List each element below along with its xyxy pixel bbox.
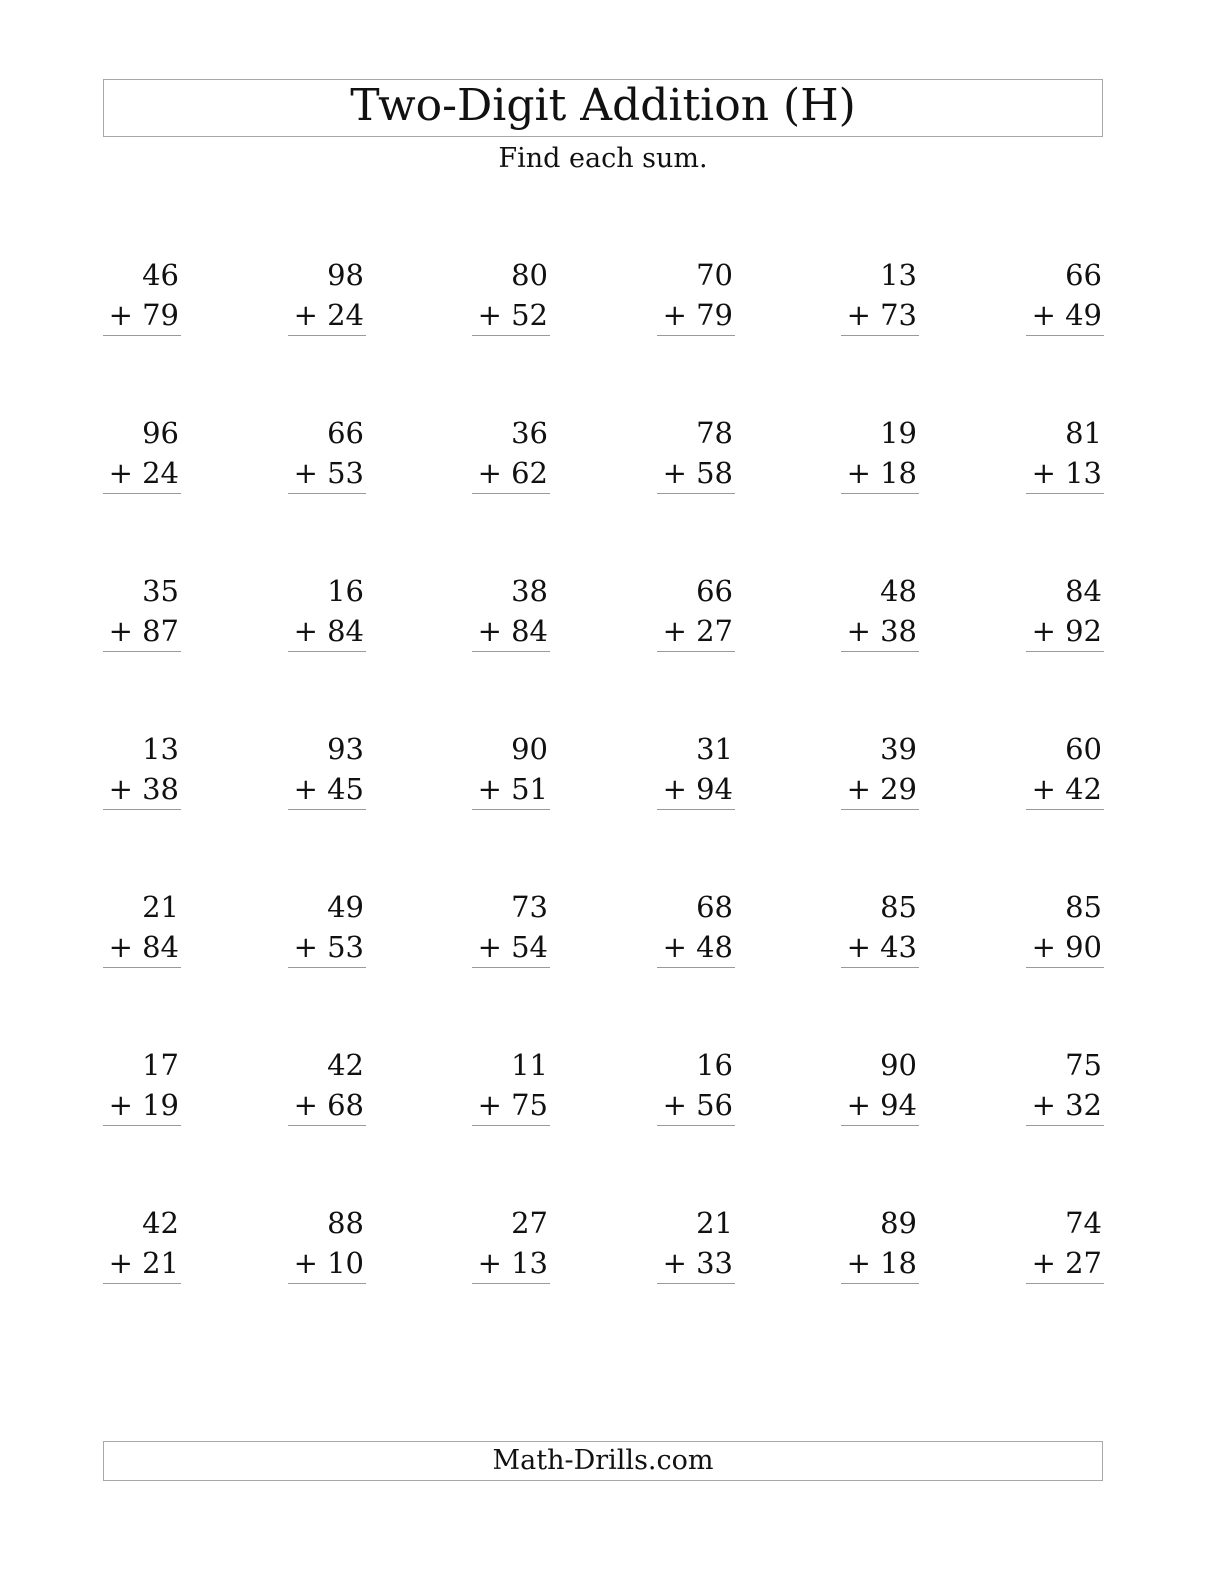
addend-bottom-value: 18 (880, 1246, 917, 1280)
addend-top: 42 (142, 1206, 179, 1240)
plus-operator: + (1031, 1088, 1056, 1122)
addend-bottom-value: 42 (1065, 772, 1102, 806)
addend-bottom (109, 455, 179, 491)
plus-operator: + (293, 772, 318, 806)
answer-line (103, 335, 181, 336)
plus-operator: + (1031, 456, 1056, 490)
addend-top: 36 (511, 416, 548, 450)
addend-top: 38 (511, 574, 548, 608)
addend-bottom-value: 79 (142, 298, 179, 332)
addend-bottom-value: 84 (511, 614, 548, 648)
answer-line (288, 493, 366, 494)
addend-bottom (294, 297, 364, 333)
answer-line (1026, 335, 1104, 336)
answer-line (1026, 967, 1104, 968)
addend-bottom-value: 24 (327, 298, 364, 332)
addend-bottom (847, 771, 917, 807)
addend-bottom (478, 1245, 548, 1281)
addend-top: 49 (327, 890, 364, 924)
addend-top: 73 (511, 890, 548, 924)
addend-bottom-value: 38 (142, 772, 179, 806)
addition-problem (657, 1205, 735, 1295)
addend-bottom (478, 1087, 548, 1123)
addend-bottom-value: 29 (880, 772, 917, 806)
addition-problem (288, 257, 366, 347)
plus-operator: + (1031, 772, 1056, 806)
addend-bottom-value: 27 (1065, 1246, 1102, 1280)
addend-bottom (847, 613, 917, 649)
answer-line (657, 1125, 735, 1126)
addend-bottom-value: 75 (511, 1088, 548, 1122)
addend-bottom-value: 49 (1065, 298, 1102, 332)
plus-operator: + (1031, 1246, 1056, 1280)
addend-bottom-value: 13 (1065, 456, 1102, 490)
addend-bottom (663, 1087, 733, 1123)
addition-problem (472, 889, 550, 979)
answer-line (841, 335, 919, 336)
answer-line (288, 1283, 366, 1284)
addition-problem (472, 1047, 550, 1137)
answer-line (288, 651, 366, 652)
answer-line (1026, 1283, 1104, 1284)
addend-bottom (663, 613, 733, 649)
plus-operator: + (477, 298, 502, 332)
addend-bottom (1032, 1087, 1102, 1123)
addition-problem (472, 573, 550, 663)
addend-top: 98 (327, 258, 364, 292)
addend-top: 48 (880, 574, 917, 608)
plus-operator: + (662, 930, 687, 964)
answer-line (657, 809, 735, 810)
addition-problem (472, 257, 550, 347)
addend-top: 13 (142, 732, 179, 766)
addend-bottom (663, 929, 733, 965)
answer-line (841, 651, 919, 652)
addition-problem (103, 731, 181, 821)
addend-bottom-value: 27 (696, 614, 733, 648)
addend-bottom-value: 33 (696, 1246, 733, 1280)
addend-top: 89 (880, 1206, 917, 1240)
addend-bottom-value: 13 (511, 1246, 548, 1280)
addend-bottom (847, 297, 917, 333)
plus-operator: + (477, 1246, 502, 1280)
addend-bottom-value: 90 (1065, 930, 1102, 964)
addition-problem (657, 731, 735, 821)
answer-line (657, 651, 735, 652)
addend-bottom (109, 613, 179, 649)
addend-top: 70 (696, 258, 733, 292)
addend-top: 66 (1065, 258, 1102, 292)
answer-line (1026, 1125, 1104, 1126)
addend-bottom (847, 1245, 917, 1281)
footer-box (103, 1441, 1103, 1481)
addend-bottom (109, 1245, 179, 1281)
addend-bottom (1032, 929, 1102, 965)
addition-problem (841, 415, 919, 505)
addend-bottom-value: 43 (880, 930, 917, 964)
addend-bottom-value: 10 (327, 1246, 364, 1280)
answer-line (103, 967, 181, 968)
addend-bottom (478, 297, 548, 333)
addend-top: 19 (880, 416, 917, 450)
answer-line (472, 967, 550, 968)
addition-problem (657, 415, 735, 505)
addend-top: 75 (1065, 1048, 1102, 1082)
answer-line (841, 967, 919, 968)
plus-operator: + (662, 1246, 687, 1280)
answer-line (103, 809, 181, 810)
plus-operator: + (1031, 298, 1056, 332)
plus-operator: + (108, 1246, 133, 1280)
addend-bottom (663, 297, 733, 333)
plus-operator: + (662, 772, 687, 806)
answer-line (841, 809, 919, 810)
addition-problem (472, 1205, 550, 1295)
plus-operator: + (846, 614, 871, 648)
plus-operator: + (846, 772, 871, 806)
addend-bottom (663, 1245, 733, 1281)
addition-problem (1026, 573, 1104, 663)
plus-operator: + (846, 930, 871, 964)
addition-problem (1026, 1205, 1104, 1295)
addend-bottom (109, 771, 179, 807)
addition-problem (1026, 1047, 1104, 1137)
addend-bottom-value: 53 (327, 930, 364, 964)
addend-bottom-value: 52 (511, 298, 548, 332)
addend-bottom-value: 84 (142, 930, 179, 964)
page-title: Two-Digit Addition (H) (350, 80, 856, 131)
addition-problem (841, 889, 919, 979)
addition-problem (472, 415, 550, 505)
plus-operator: + (662, 614, 687, 648)
addition-problem (1026, 415, 1104, 505)
instructions: Find each sum. (498, 143, 708, 174)
plus-operator: + (108, 930, 133, 964)
addend-bottom (1032, 297, 1102, 333)
addend-top: 80 (511, 258, 548, 292)
plus-operator: + (477, 930, 502, 964)
addend-bottom (478, 455, 548, 491)
plus-operator: + (662, 298, 687, 332)
addition-problem (288, 889, 366, 979)
addition-problem (103, 889, 181, 979)
addend-bottom-value: 92 (1065, 614, 1102, 648)
addition-problem (288, 731, 366, 821)
addition-problem (657, 889, 735, 979)
addend-bottom (294, 1087, 364, 1123)
addend-bottom-value: 45 (327, 772, 364, 806)
answer-line (288, 1125, 366, 1126)
addition-problem (657, 257, 735, 347)
addition-problem (288, 573, 366, 663)
addend-top: 39 (880, 732, 917, 766)
addend-top: 90 (880, 1048, 917, 1082)
plus-operator: + (293, 1246, 318, 1280)
addition-problem (657, 1047, 735, 1137)
addend-top: 85 (880, 890, 917, 924)
addend-top: 27 (511, 1206, 548, 1240)
addition-problem (472, 731, 550, 821)
plus-operator: + (477, 772, 502, 806)
addition-problem (103, 415, 181, 505)
plus-operator: + (846, 1246, 871, 1280)
addition-problem (103, 1205, 181, 1295)
addend-bottom (294, 1245, 364, 1281)
addition-problem (103, 573, 181, 663)
addend-bottom-value: 79 (696, 298, 733, 332)
addend-bottom-value: 94 (880, 1088, 917, 1122)
addend-bottom (847, 1087, 917, 1123)
answer-line (472, 493, 550, 494)
addend-bottom (1032, 455, 1102, 491)
plus-operator: + (662, 1088, 687, 1122)
plus-operator: + (293, 298, 318, 332)
addend-bottom (1032, 771, 1102, 807)
addend-top: 31 (696, 732, 733, 766)
addend-top: 74 (1065, 1206, 1102, 1240)
plus-operator: + (293, 1088, 318, 1122)
addend-top: 46 (142, 258, 179, 292)
addend-top: 68 (696, 890, 733, 924)
plus-operator: + (293, 930, 318, 964)
plus-operator: + (846, 298, 871, 332)
addend-bottom-value: 68 (327, 1088, 364, 1122)
addition-problem (1026, 257, 1104, 347)
addend-bottom (847, 455, 917, 491)
plus-operator: + (846, 1088, 871, 1122)
addend-bottom (294, 613, 364, 649)
addend-top: 13 (880, 258, 917, 292)
addend-bottom-value: 54 (511, 930, 548, 964)
answer-line (288, 335, 366, 336)
plus-operator: + (1031, 614, 1056, 648)
answer-line (472, 651, 550, 652)
addend-bottom (663, 455, 733, 491)
plus-operator: + (846, 456, 871, 490)
addend-bottom-value: 51 (511, 772, 548, 806)
plus-operator: + (477, 1088, 502, 1122)
addend-top: 85 (1065, 890, 1102, 924)
answer-line (657, 493, 735, 494)
addend-top: 16 (696, 1048, 733, 1082)
addition-problem (841, 731, 919, 821)
answer-line (1026, 651, 1104, 652)
addend-bottom-value: 24 (142, 456, 179, 490)
addend-bottom-value: 53 (327, 456, 364, 490)
addend-top: 93 (327, 732, 364, 766)
addend-top: 81 (1065, 416, 1102, 450)
addend-bottom (478, 929, 548, 965)
answer-line (103, 1283, 181, 1284)
addend-top: 21 (696, 1206, 733, 1240)
addition-problem (1026, 889, 1104, 979)
answer-line (472, 335, 550, 336)
addend-bottom (478, 771, 548, 807)
addend-bottom (294, 455, 364, 491)
addition-problem (103, 257, 181, 347)
answer-line (841, 1283, 919, 1284)
addition-problem (1026, 731, 1104, 821)
plus-operator: + (108, 298, 133, 332)
answer-line (103, 1125, 181, 1126)
plus-operator: + (293, 456, 318, 490)
addend-top: 96 (142, 416, 179, 450)
plus-operator: + (108, 1088, 133, 1122)
addend-bottom (294, 771, 364, 807)
addend-bottom (1032, 613, 1102, 649)
answer-line (472, 1283, 550, 1284)
addend-bottom-value: 21 (142, 1246, 179, 1280)
addend-bottom (109, 297, 179, 333)
addend-bottom-value: 32 (1065, 1088, 1102, 1122)
addend-bottom-value: 56 (696, 1088, 733, 1122)
plus-operator: + (662, 456, 687, 490)
addend-bottom (294, 929, 364, 965)
addend-bottom-value: 94 (696, 772, 733, 806)
addend-top: 78 (696, 416, 733, 450)
answer-line (657, 1283, 735, 1284)
plus-operator: + (293, 614, 318, 648)
addend-top: 90 (511, 732, 548, 766)
addend-top: 42 (327, 1048, 364, 1082)
answer-line (472, 1125, 550, 1126)
addend-top: 66 (696, 574, 733, 608)
addition-problem (288, 415, 366, 505)
addend-top: 21 (142, 890, 179, 924)
addition-problem (288, 1047, 366, 1137)
addend-bottom-value: 48 (696, 930, 733, 964)
addend-top: 35 (142, 574, 179, 608)
answer-line (841, 493, 919, 494)
addend-bottom (663, 771, 733, 807)
addition-problem (841, 573, 919, 663)
addend-top: 60 (1065, 732, 1102, 766)
footer-text: Math-Drills.com (492, 1444, 714, 1476)
addition-problem (657, 573, 735, 663)
addend-bottom (109, 1087, 179, 1123)
answer-line (1026, 493, 1104, 494)
addend-top: 88 (327, 1206, 364, 1240)
answer-line (841, 1125, 919, 1126)
answer-line (472, 809, 550, 810)
addend-bottom-value: 84 (327, 614, 364, 648)
addend-bottom-value: 38 (880, 614, 917, 648)
addend-bottom-value: 62 (511, 456, 548, 490)
addend-bottom (109, 929, 179, 965)
plus-operator: + (477, 456, 502, 490)
answer-line (103, 493, 181, 494)
answer-line (288, 809, 366, 810)
addition-problem (841, 1205, 919, 1295)
addend-bottom-value: 58 (696, 456, 733, 490)
answer-line (657, 967, 735, 968)
addend-top: 16 (327, 574, 364, 608)
addend-bottom-value: 87 (142, 614, 179, 648)
addition-problem (103, 1047, 181, 1137)
plus-operator: + (108, 614, 133, 648)
addition-problem (841, 257, 919, 347)
addend-bottom-value: 73 (880, 298, 917, 332)
addend-top: 66 (327, 416, 364, 450)
plus-operator: + (1031, 930, 1056, 964)
plus-operator: + (108, 456, 133, 490)
plus-operator: + (108, 772, 133, 806)
addend-top: 11 (511, 1048, 548, 1082)
addend-bottom (847, 929, 917, 965)
addend-bottom-value: 19 (142, 1088, 179, 1122)
plus-operator: + (477, 614, 502, 648)
addend-top: 84 (1065, 574, 1102, 608)
addend-bottom (1032, 1245, 1102, 1281)
addend-bottom (478, 613, 548, 649)
answer-line (288, 967, 366, 968)
addend-bottom-value: 18 (880, 456, 917, 490)
addition-problem (288, 1205, 366, 1295)
addend-top: 17 (142, 1048, 179, 1082)
answer-line (1026, 809, 1104, 810)
answer-line (103, 651, 181, 652)
answer-line (657, 335, 735, 336)
addition-problem (841, 1047, 919, 1137)
